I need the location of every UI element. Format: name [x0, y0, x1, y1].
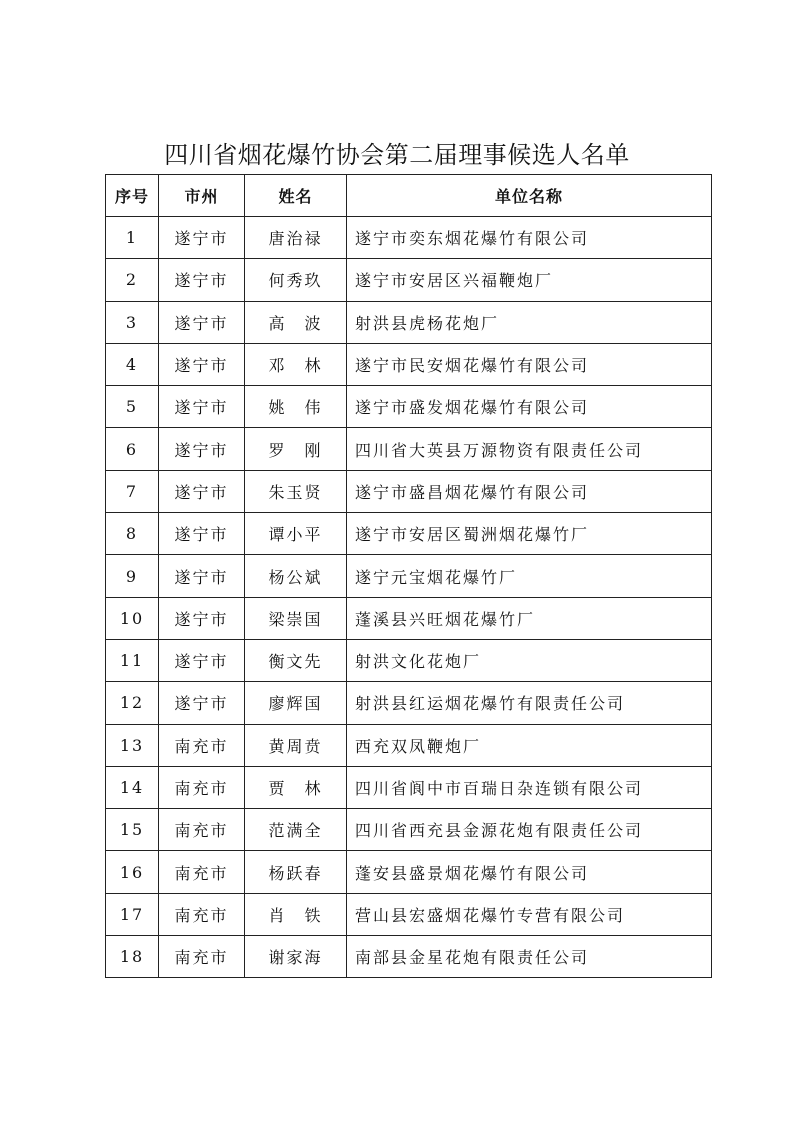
table-row: [106, 893, 712, 935]
cell-name: 贾 林: [245, 766, 347, 808]
table-row: [106, 343, 712, 385]
cell-no: 18: [106, 936, 159, 978]
cell-company: 遂宁市奕东烟花爆竹有限公司: [347, 217, 712, 259]
cell-company: 射洪文化花炮厂: [347, 639, 712, 681]
cell-no: 3: [106, 301, 159, 343]
table-row: [106, 851, 712, 893]
cell-no: 9: [106, 555, 159, 597]
cell-city: 遂宁市: [159, 597, 245, 639]
table-row: [106, 555, 712, 597]
cell-no: 16: [106, 851, 159, 893]
candidate-table: [105, 174, 712, 978]
cell-name: 梁崇国: [245, 597, 347, 639]
cell-no: 11: [106, 639, 159, 681]
table-row: [106, 724, 712, 766]
table-row: [106, 597, 712, 639]
cell-company: 遂宁市民安烟花爆竹有限公司: [347, 343, 712, 385]
table-row: [106, 428, 712, 470]
cell-name: 唐治禄: [245, 217, 347, 259]
table-row: [106, 936, 712, 978]
cell-no: 2: [106, 259, 159, 301]
cell-city: 遂宁市: [159, 428, 245, 470]
cell-name: 姚 伟: [245, 386, 347, 428]
table-row: [106, 301, 712, 343]
cell-no: 4: [106, 343, 159, 385]
cell-company: 遂宁市安居区兴福鞭炮厂: [347, 259, 712, 301]
cell-name: 邓 林: [245, 343, 347, 385]
cell-company: 营山县宏盛烟花爆竹专营有限公司: [347, 893, 712, 935]
cell-city: 南充市: [159, 766, 245, 808]
cell-no: 8: [106, 513, 159, 555]
table-row: [106, 639, 712, 681]
cell-company: 射洪县虎杨花炮厂: [347, 301, 712, 343]
cell-company: 遂宁市盛昌烟花爆竹有限公司: [347, 470, 712, 512]
page-title: 四川省烟花爆竹协会第二届理事候选人名单: [164, 141, 630, 169]
cell-company: 四川省阆中市百瑞日杂连锁有限公司: [347, 766, 712, 808]
cell-name: 罗 刚: [245, 428, 347, 470]
cell-name: 肖 铁: [245, 893, 347, 935]
cell-no: 7: [106, 470, 159, 512]
cell-city: 遂宁市: [159, 555, 245, 597]
cell-name: 杨公斌: [245, 555, 347, 597]
cell-name: 谭小平: [245, 513, 347, 555]
cell-city: 南充市: [159, 724, 245, 766]
cell-name: 何秀玖: [245, 259, 347, 301]
table-row: [106, 682, 712, 724]
cell-name: 范满全: [245, 809, 347, 851]
cell-company: 遂宁市安居区蜀洲烟花爆竹厂: [347, 513, 712, 555]
cell-company: 遂宁市盛发烟花爆竹有限公司: [347, 386, 712, 428]
cell-company: 遂宁元宝烟花爆竹厂: [347, 555, 712, 597]
header-company: 单位名称: [347, 175, 712, 217]
cell-no: 5: [106, 386, 159, 428]
cell-no: 13: [106, 724, 159, 766]
cell-city: 遂宁市: [159, 259, 245, 301]
cell-city: 遂宁市: [159, 470, 245, 512]
cell-city: 南充市: [159, 936, 245, 978]
cell-name: 杨跃春: [245, 851, 347, 893]
header-city: 市州: [159, 175, 245, 217]
header-name: 姓名: [245, 175, 347, 217]
cell-no: 1: [106, 217, 159, 259]
cell-no: 15: [106, 809, 159, 851]
cell-city: 遂宁市: [159, 343, 245, 385]
header-row: [106, 175, 712, 217]
header-no: 序号: [106, 175, 159, 217]
cell-no: 10: [106, 597, 159, 639]
table-row: [106, 217, 712, 259]
table-row: [106, 766, 712, 808]
cell-no: 17: [106, 893, 159, 935]
cell-company: 四川省西充县金源花炮有限责任公司: [347, 809, 712, 851]
cell-company: 蓬安县盛景烟花爆竹有限公司: [347, 851, 712, 893]
table-header: [106, 175, 712, 217]
cell-name: 黄周贲: [245, 724, 347, 766]
table-row: [106, 386, 712, 428]
table-row: [106, 259, 712, 301]
cell-city: 遂宁市: [159, 217, 245, 259]
cell-no: 6: [106, 428, 159, 470]
table-row: [106, 470, 712, 512]
cell-company: 射洪县红运烟花爆竹有限责任公司: [347, 682, 712, 724]
cell-name: 廖辉国: [245, 682, 347, 724]
cell-company: 四川省大英县万源物资有限责任公司: [347, 428, 712, 470]
table-row: [106, 809, 712, 851]
cell-city: 遂宁市: [159, 386, 245, 428]
cell-city: 遂宁市: [159, 301, 245, 343]
cell-city: 遂宁市: [159, 513, 245, 555]
cell-city: 南充市: [159, 893, 245, 935]
table-row: [106, 513, 712, 555]
cell-city: 遂宁市: [159, 682, 245, 724]
cell-company: 西充双凤鞭炮厂: [347, 724, 712, 766]
cell-no: 14: [106, 766, 159, 808]
table-body: [106, 217, 712, 978]
cell-name: 高 波: [245, 301, 347, 343]
cell-name: 朱玉贤: [245, 470, 347, 512]
cell-city: 南充市: [159, 851, 245, 893]
cell-name: 衡文先: [245, 639, 347, 681]
cell-company: 南部县金星花炮有限责任公司: [347, 936, 712, 978]
cell-city: 南充市: [159, 809, 245, 851]
cell-city: 遂宁市: [159, 639, 245, 681]
cell-name: 谢家海: [245, 936, 347, 978]
cell-company: 蓬溪县兴旺烟花爆竹厂: [347, 597, 712, 639]
cell-no: 12: [106, 682, 159, 724]
